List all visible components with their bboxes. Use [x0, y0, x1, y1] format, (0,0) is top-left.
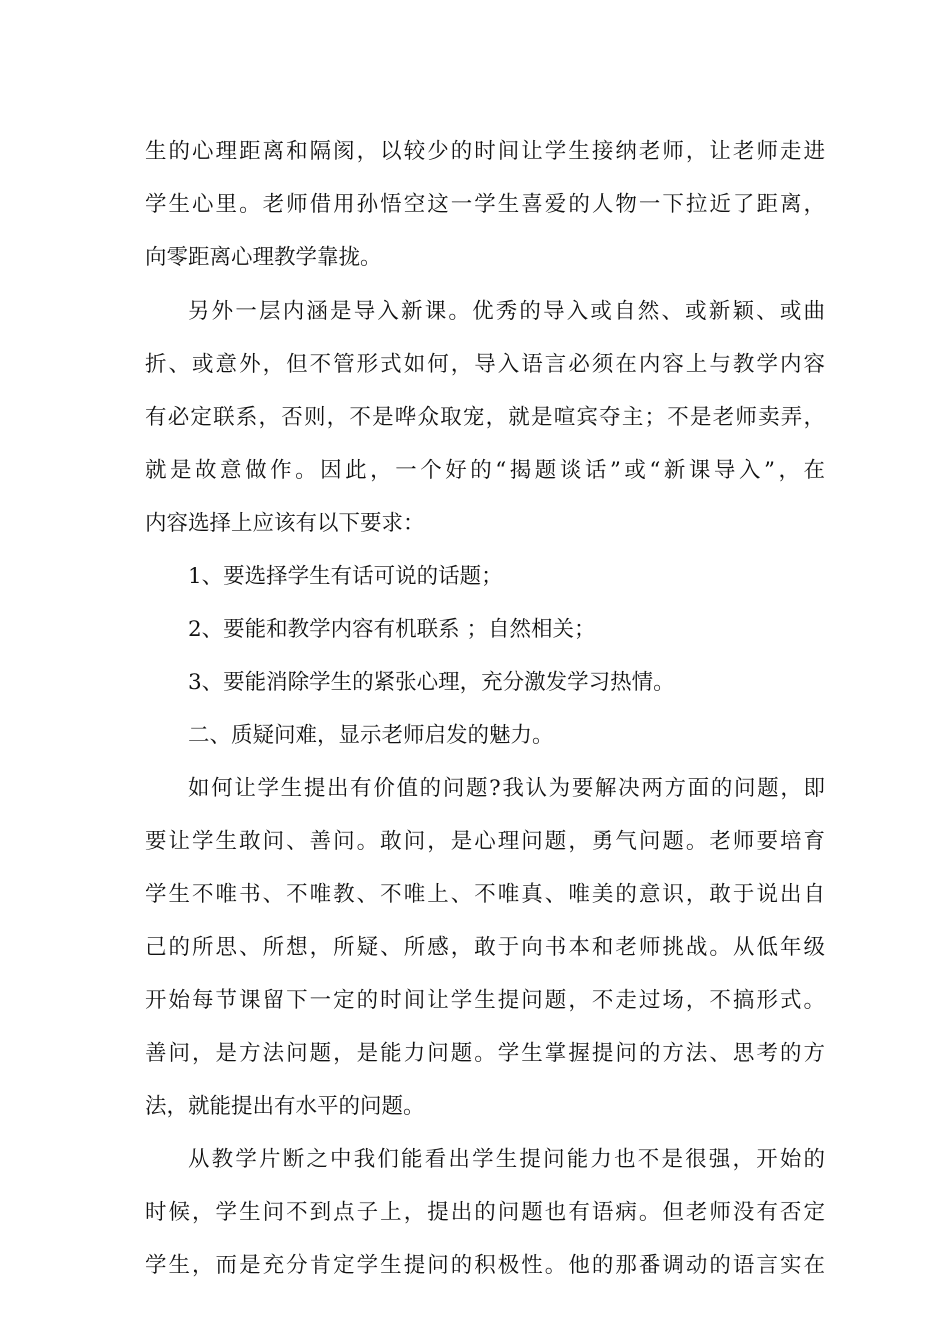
list-item: 3、要能消除学生的紧张心理，充分激发学习热情。 — [188, 670, 675, 695]
paragraph-first-line: 另外一层内涵是导入新课。优秀的导入或自然、或新颖、或曲 — [188, 299, 825, 324]
list-item: 2、要能和教学内容有机联系 ；自然相关； — [188, 617, 596, 642]
text-line: 学生不唯书、不唯教、不唯上、不唯真、唯美的意识，敢于说出自 — [145, 882, 825, 907]
text-line: 己的所思、所想，所疑、所感，敢于向书本和老师挑战。从低年级 — [145, 935, 825, 960]
paragraph-first-line: 从教学片断之中我们能看出学生提问能力也不是很强，开始的 — [188, 1147, 825, 1172]
section-heading: 二、质疑问难，显示老师启发的魅力。 — [188, 723, 554, 748]
text-line: 折、或意外，但不管形式如何，导入语言必须在内容上与教学内容 — [145, 352, 825, 377]
text-line: 时候，学生问不到点子上，提出的问题也有语病。但老师没有否定 — [145, 1200, 825, 1225]
text-line: 生的心理距离和隔阂，以较少的时间让学生接纳老师，让老师走进 — [145, 139, 825, 164]
text-line: 学生心里。老师借用孙悟空这一学生喜爱的人物一下拉近了距离， — [145, 192, 825, 217]
text-line: 有必定联系，否则，不是哗众取宠，就是喧宾夺主；不是老师卖弄， — [145, 405, 825, 430]
text-line: 法，就能提出有水平的问题。 — [145, 1094, 425, 1119]
paragraph-first-line: 如何让学生提出有价值的问题?我认为要解决两方面的问题，即 — [188, 776, 825, 801]
text-line: 开始每节课留下一定的时间让学生提问题，不走过场，不搞形式。 — [145, 988, 825, 1013]
text-line: 善问，是方法问题，是能力问题。学生掌握提问的方法、思考的方 — [145, 1041, 825, 1066]
text-line: 向零距离心理教学靠拢。 — [145, 245, 382, 270]
text-line: 就是故意做作。因此，一个好的“揭题谈话”或“新课导入”，在 — [145, 458, 825, 483]
list-item: 1、要选择学生有话可说的话题； — [188, 564, 503, 589]
text-line: 内容选择上应该有以下要求： — [145, 511, 425, 536]
text-line: 学生，而是充分肯定学生提问的积极性。他的那番调动的语言实在 — [145, 1253, 825, 1278]
text-line: 要让学生敢问、善问。敢问，是心理问题，勇气问题。老师要培育 — [145, 829, 825, 854]
